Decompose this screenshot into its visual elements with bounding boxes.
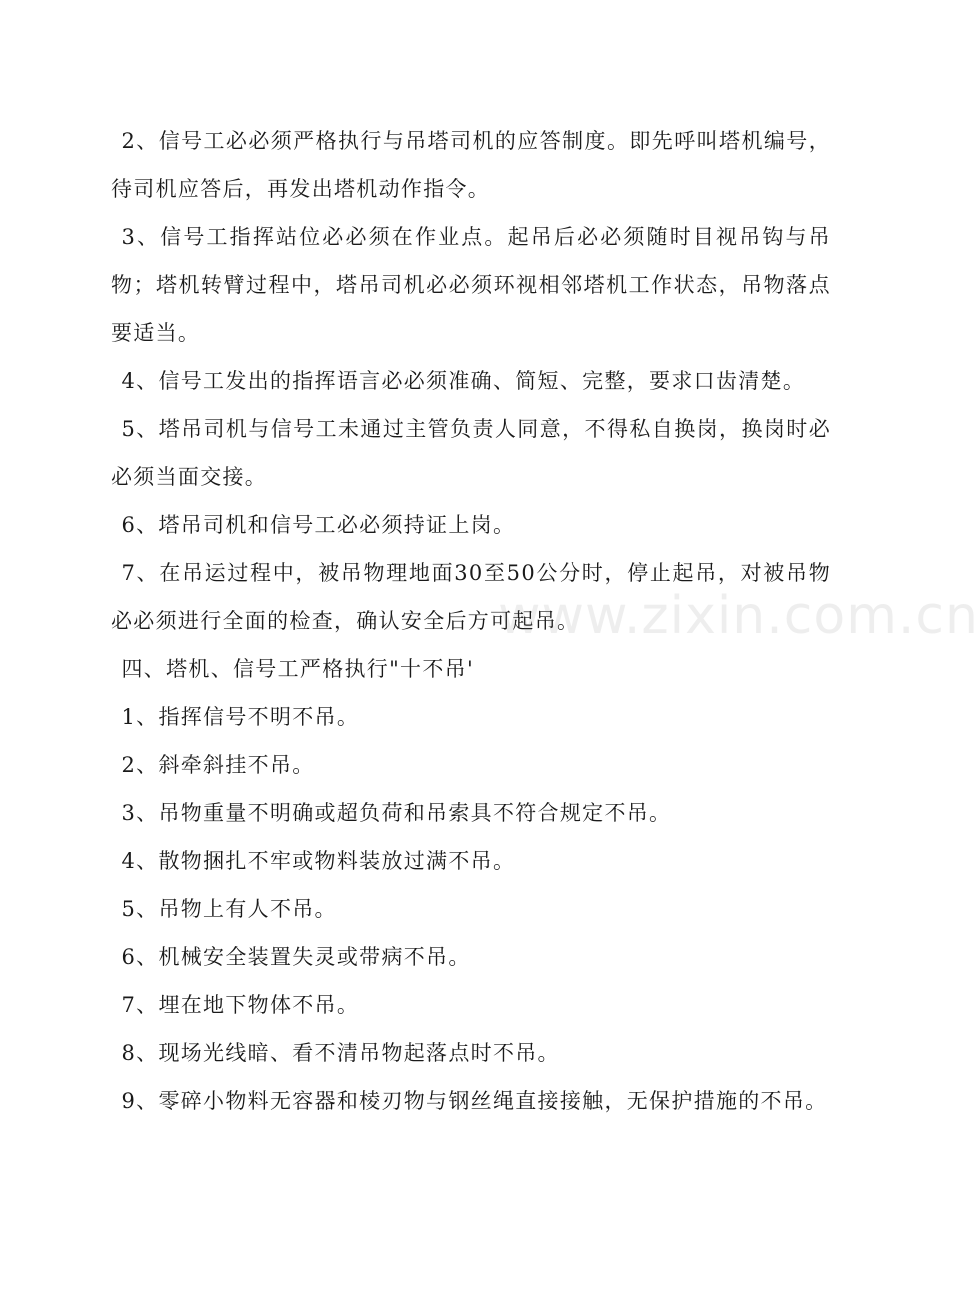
rule-item-7: 7、埋在地下物体不吊。	[121, 993, 360, 1017]
rule-item-5: 5、吊物上有人不吊。	[121, 897, 337, 921]
paragraph-item-6: 6、塔吊司机和信号工必必须持证上岗。	[121, 513, 516, 537]
rule-item-6: 6、机械安全装置失灵或带病不吊。	[121, 945, 471, 969]
paragraph-item-2: 2、信号工必必须严格执行与吊塔司机的应答制度。即先呼叫塔机编号，待司机应答后，再发出塔机动作指令。	[111, 129, 831, 201]
rule-item-9: 9、零碎小物料无容器和棱刃物与钢丝绳直接接触，无保护措施的不吊。	[121, 1089, 828, 1113]
rule-item-2: 2、斜牵斜挂不吊。	[121, 753, 315, 777]
rule-item-3: 3、吊物重量不明确或超负荷和吊索具不符合规定不吊。	[121, 801, 672, 825]
paragraph-item-3: 3、信号工指挥站位必必须在作业点。起吊后必必须随时目视吊钩与吊物；塔机转臂过程中，塔吊司机必必须环视相邻塔机工作状态，吊物落点要适当。	[111, 225, 831, 345]
rule-item-4: 4、散物捆扎不牢或物料装放过满不吊。	[121, 849, 516, 873]
paragraph-item-7: 7、在吊运过程中，被吊物理地面30至50公分时，停止起吊，对被吊物必必须进行全面的检查，确认安全后方可起吊。	[111, 561, 831, 633]
paragraph-item-5: 5、塔吊司机与信号工未通过主管负责人同意，不得私自换岗，换岗时必必须当面交接。	[111, 417, 831, 489]
section-heading-ten-no-lift: 四、塔机、信号工严格执行"十不吊'	[121, 657, 475, 681]
rule-item-1: 1、指挥信号不明不吊。	[121, 705, 360, 729]
document-body	[111, 117, 831, 1125]
paragraph-item-4: 4、信号工发出的指挥语言必必须准确、简短、完整，要求口齿清楚。	[121, 369, 806, 393]
watermark: www.zixin.com.cn	[498, 586, 979, 646]
rule-item-8: 8、现场光线暗、看不清吊物起落点时不吊。	[121, 1041, 560, 1065]
